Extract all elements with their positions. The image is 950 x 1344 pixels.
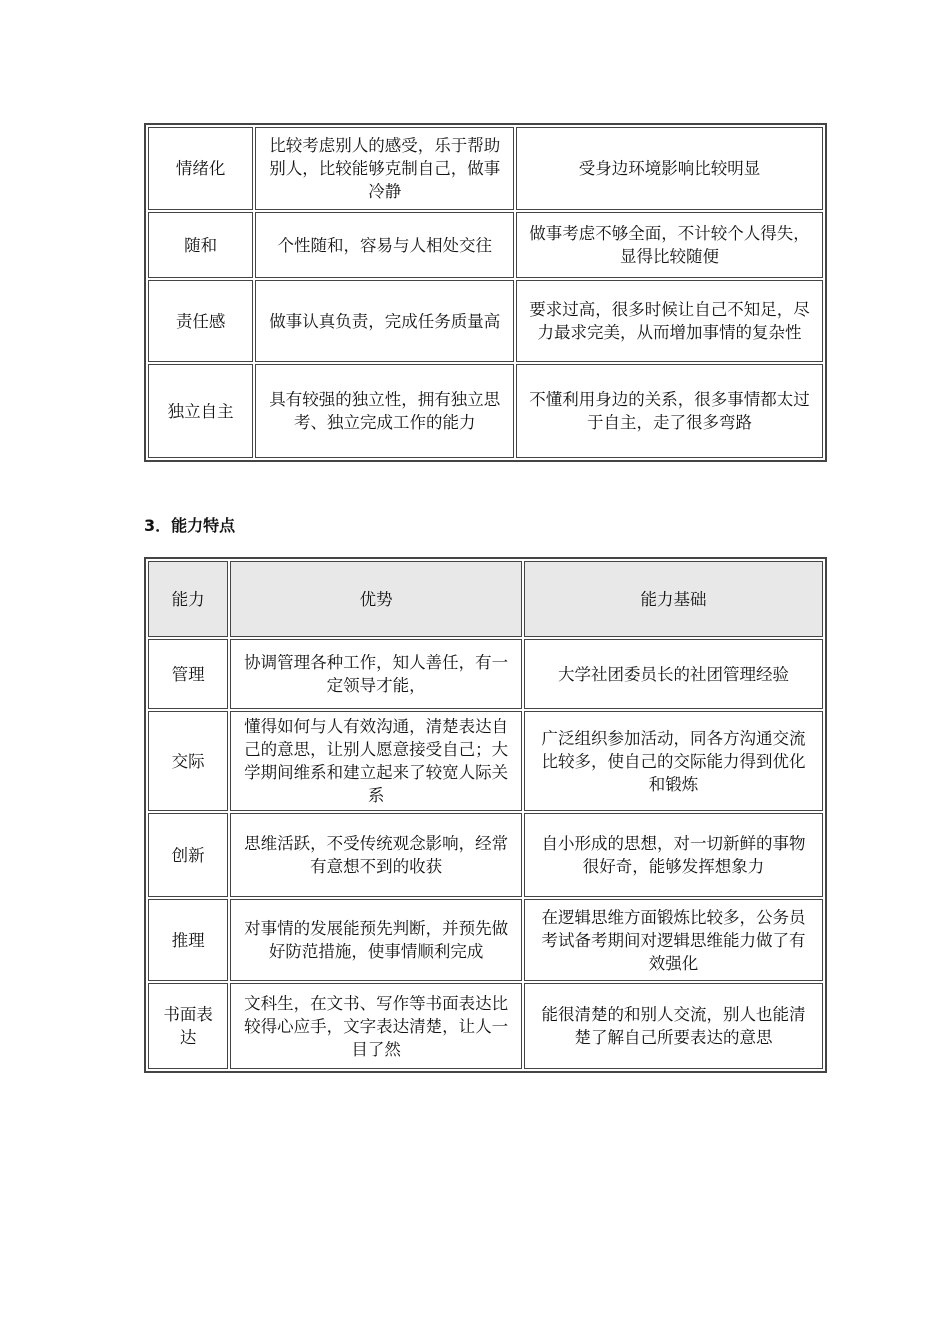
ability-name-cell: 管理: [148, 639, 228, 709]
column-header-advantage: 优势: [230, 561, 522, 637]
column-header-basis: 能力基础: [524, 561, 823, 637]
ability-advantage-cell: 思维活跃，不受传统观念影响，经常有意想不到的收获: [230, 813, 522, 897]
trait-strength-cell: 个性随和，容易与人相处交往: [255, 212, 514, 278]
table-row: [148, 813, 823, 897]
column-header-ability: 能力: [148, 561, 228, 637]
trait-weakness-cell: 要求过高，很多时候让自己不知足，尽力最求完美，从而增加事情的复杂性: [516, 280, 823, 362]
ability-traits-table: [144, 557, 827, 1073]
table-row: [148, 711, 823, 811]
table-row: [148, 899, 823, 981]
trait-strength-cell: 具有较强的独立性，拥有独立思考、独立完成工作的能力: [255, 364, 514, 458]
table-row: [148, 280, 823, 362]
table-row: [148, 983, 823, 1069]
trait-weakness-cell: 不懂利用身边的关系，很多事情都太过于自主，走了很多弯路: [516, 364, 823, 458]
ability-name-cell: 创新: [148, 813, 228, 897]
ability-basis-cell: 大学社团委员长的社团管理经验: [524, 639, 823, 709]
ability-basis-cell: 能很清楚的和别人交流，别人也能清楚了解自己所要表达的意思: [524, 983, 823, 1069]
table-header-row: [148, 561, 823, 637]
trait-name-cell: 随和: [148, 212, 253, 278]
table-row: [148, 639, 823, 709]
ability-name-cell: 交际: [148, 711, 228, 811]
trait-strength-cell: 比较考虑别人的感受，乐于帮助别人，比较能够克制自己，做事冷静: [255, 127, 514, 210]
ability-basis-cell: 在逻辑思维方面锻炼比较多，公务员考试备考期间对逻辑思维能力做了有效强化: [524, 899, 823, 981]
trait-strength-cell: 做事认真负责，完成任务质量高: [255, 280, 514, 362]
ability-basis-cell: 自小形成的思想，对一切新鲜的事物很好奇，能够发挥想象力: [524, 813, 823, 897]
table-row: [148, 364, 823, 458]
ability-advantage-cell: 协调管理各种工作，知人善任，有一定领导才能，: [230, 639, 522, 709]
trait-name-cell: 情绪化: [148, 127, 253, 210]
ability-advantage-cell: 文科生，在文书、写作等书面表达比较得心应手，文字表达清楚，让人一目了然: [230, 983, 522, 1069]
ability-advantage-cell: 对事情的发展能预先判断，并预先做好防范措施，使事情顺利完成: [230, 899, 522, 981]
section-heading: 3．能力特点: [144, 516, 236, 535]
trait-weakness-cell: 受身边环境影响比较明显: [516, 127, 823, 210]
table-row: [148, 212, 823, 278]
personality-traits-table: [144, 123, 827, 462]
ability-basis-cell: 广泛组织参加活动，同各方沟通交流比较多，使自己的交际能力得到优化和锻炼: [524, 711, 823, 811]
ability-name-cell: 推理: [148, 899, 228, 981]
table-row: [148, 127, 823, 210]
ability-advantage-cell: 懂得如何与人有效沟通，清楚表达自己的意思，让别人愿意接受自己；大学期间维系和建立起来了较宽人际关系: [230, 711, 522, 811]
trait-weakness-cell: 做事考虑不够全面，不计较个人得失，显得比较随便: [516, 212, 823, 278]
ability-name-cell: 书面表达: [148, 983, 228, 1069]
trait-name-cell: 独立自主: [148, 364, 253, 458]
trait-name-cell: 责任感: [148, 280, 253, 362]
